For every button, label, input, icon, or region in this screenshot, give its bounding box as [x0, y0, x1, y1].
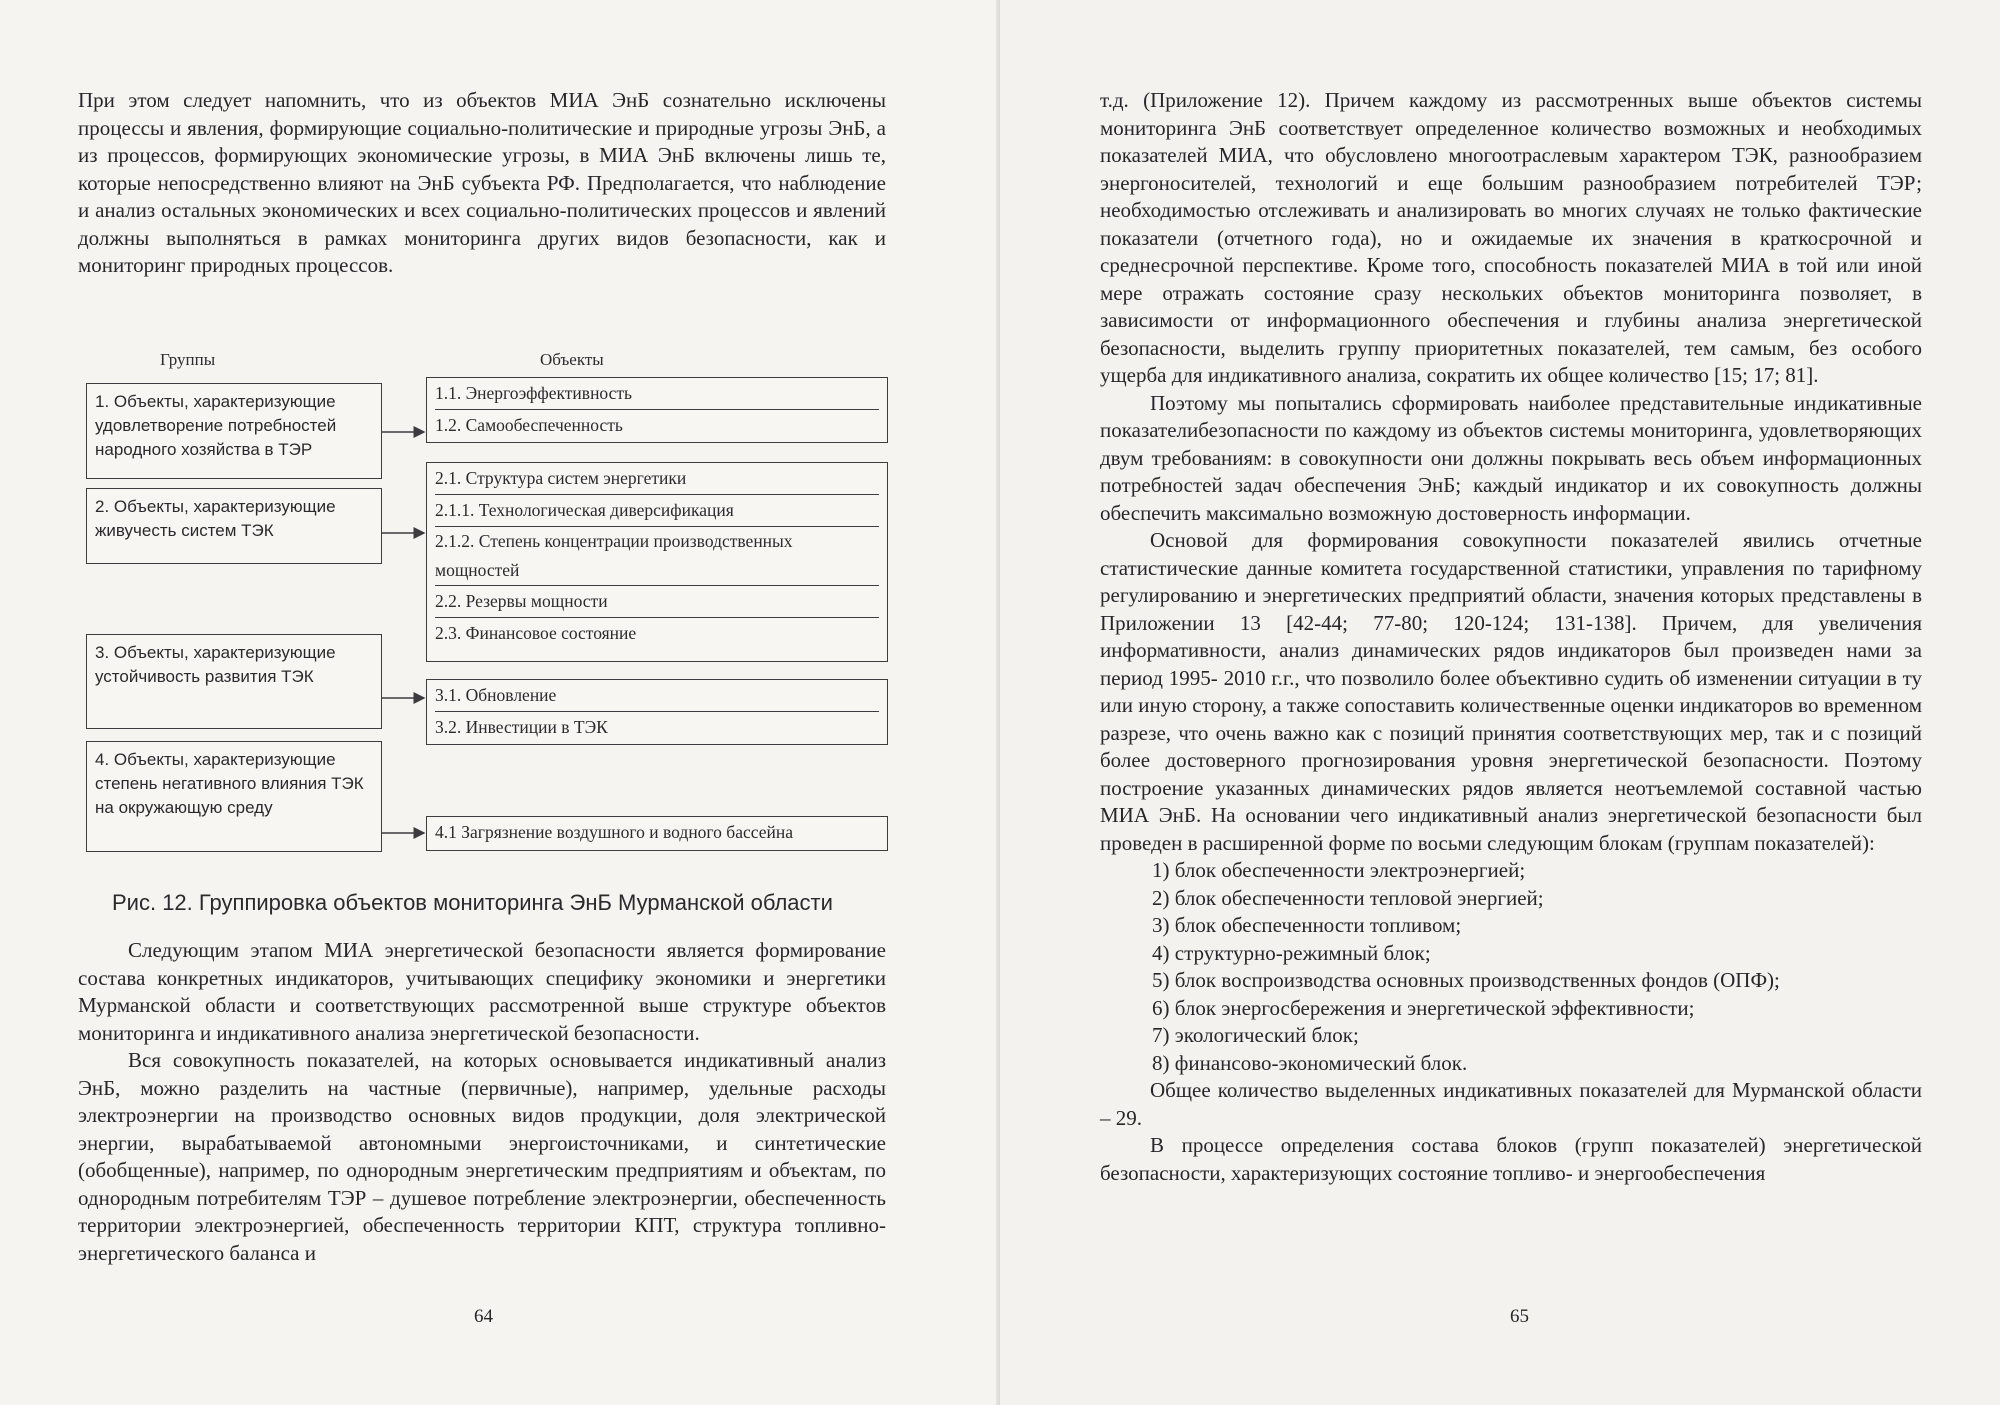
block-item: 7) экологический блок; [1152, 1023, 1359, 1047]
object-item: 2.1.1. Технологическая диверсификация [435, 495, 879, 527]
group-box-3: 3. Объекты, характеризующие устойчивость развития ТЭК [86, 634, 382, 729]
block-item: 3) блок обеспеченности топливом; [1152, 913, 1462, 937]
object-item: 4.1 Загрязнение воздушного и водного бассейна [435, 822, 793, 842]
block-item: 8) финансово-экономический блок. [1152, 1050, 1468, 1075]
object-item: 2.3. Финансовое состояние [435, 623, 637, 643]
object-item: 2.2. Резервы мощности [435, 586, 879, 618]
objects-box-4 [426, 816, 888, 851]
objects-box-1 [426, 377, 888, 443]
block-item: 2) блок обеспеченности тепловой энергией; [1152, 885, 1544, 910]
block-item: 5) блок воспроизводства основных производственных фондов (ОПФ); [1152, 968, 1780, 992]
right-page [1000, 0, 2000, 1405]
objects-heading: Объекты [540, 350, 604, 369]
object-item: 3.1. Обновление [435, 680, 879, 712]
left-body-text: Следующим этапом МИА энергетической безопасности является формирование состава конкретных индикаторов, учитывающих специфику экономики и энергетики Мурманской области и соответствующих рассмотренной выше структуре объектов мониторинга и индикативного анализа энергетической безопасности. Вся совокупность показателей, на которых основывается индикативный анализ ЭнБ, можно разделить на частные (первичные), например, удельные расходы электроэнергии на производство основных видов продукции, доля электрической энергии, вырабатываемой автономными энергоисточниками, и синтетические (обобщенные), например, по однородным энергетическим предприятиям и объектам, по однородным потребителям ТЭР – душевое потребление электроэнергии, обеспеченность территории электроэнергией, обеспеченность территории КПТ, структура топливно-энергетического баланса и [78, 938, 886, 1265]
block-item: 1) блок обеспеченности электроэнергией; [1152, 858, 1526, 882]
group-box-4: 4. Объекты, характеризующие степень негативного влияния ТЭК на окружающую среду [86, 741, 382, 852]
object-item: 2.1. Структура систем энергетики [435, 463, 879, 495]
object-item: 3.2. Инвестиции в ТЭК [435, 717, 608, 737]
object-item: 1.2. Самообеспеченность [435, 415, 623, 435]
block-item: 4) структурно-режимный блок; [1152, 940, 1431, 965]
objects-box-2 [426, 462, 888, 662]
groups-heading: Группы [160, 350, 216, 369]
block-item: 6) блок энергосбережения и энергетической эффективности; [1152, 995, 1695, 1020]
group-box-2: 2. Объекты, характеризующие живучесть систем ТЭК [86, 488, 382, 564]
objects-box-3 [426, 679, 888, 745]
right-body-text: т.д. (Приложение 12). Причем каждому из рассмотренных выше объектов системы мониторинга ЭнБ соответствует определенное количество возможных и необходимых показателей МИА, что обусловлено многоотраслевым характером ТЭК, разнообразием энергоносителей, технологий и еще большим разнообразием потребителей ТЭР; необходимостью отслеживать и анализировать во многих случаях не только фактические показатели (отчетного года), но и ожидаемые их значения в краткосрочной и среднесрочной перспективе. Кроме того, способность показателей МИА в той или иной мере отражать состояние сразу нескольких объектов мониторинга позволяет, в зависимости от информационного обеспечения и глубины анализа энергетической безопасности, выделить группу приоритетных показателей, тем самым, без особого ущерба для индикативного анализа, сократить их общее количество [15; 17; 81]. Поэтому мы попытались сформировать наиболее представительные индикативные показателибезопасности по каждому из объектов системы мониторинга, удовлетворяющих двум требованиям: в совокупности они должны покрывать весь объем информационных потребностей задач обеспечения ЭнБ; каждый индикатор и их совокупность должны обеспечить максимально возможную достоверность информации. Основой для формирования совокупности показателей явились отчетные статистические данные комитета государственной статистики, управления по тарифному регулированию и энергетических предприятий области, значения которых представлены в Приложении 13 [42-44; 77-80; 120-124; 131-138]. Причем, для увеличения информативности, анализ динамических рядов индикаторов был произведен нами за период 1995- 2010 г.г., что позволило более объективно судить об изменении ситуации в ту или иную сторону, а также сопоставить количественные оценки индикаторов во временном разрезе, что очень важно как с позиций принятия соответствующих мер, так и с позиций более достоверного прогнозирования уровня энергетической безопасности. Поэтому построение указанных динамических рядов является неотъемлемой составной частью МИА ЭнБ. На основании чего индикативный анализ энергетической безопасности был проведен в расширенной форме по восьми следующим блокам (группам показателей): 1) блок обеспеченности электроэнергией; 2) блок обеспеченности тепловой энергией; 3) блок обеспеченности топливом; 4) структурно-режимный блок; 5) блок воспроизводства основных производственных фондов (ОПФ); 6) блок энергосбережения и энергетической эффективности; 7) экологический блок; 8) финансово-экономический блок. Общее количество выделенных индикативных показателей для Мурманской области – 29. В процессе определения состава блоков (групп показателей) энергетической безопасности, характеризующих состояние топливо- и энергообеспечения [1100, 88, 1922, 1185]
left-intro-paragraph: При этом следует напомнить, что из объектов МИА ЭнБ сознательно исключены процессы и явления, формирующие социально-политические и природные угрозы ЭнБ, а из процессов, формирующих экономические угрозы, в МИА ЭнБ включены лишь те, которые непосредственно влияют на ЭнБ субъекта РФ. Предполагается, что наблюдение и анализ остальных экономических и всех социально-политических процессов и явлений должны выполняться в рамках мониторинга других видов безопасности, как и мониторинг природных процессов. [78, 88, 886, 277]
object-item: 2.1.2. Степень концентрации производственных мощностей [435, 527, 879, 586]
page-number-left: 64 [474, 1306, 493, 1327]
group-box-1: 1. Объекты, характеризующие удовлетворение потребностей народного хозяйства в ТЭР [86, 383, 382, 479]
object-item: 1.1. Энергоэффективность [435, 378, 879, 410]
page-number-right: 65 [1510, 1306, 1529, 1327]
figure-caption: Рис. 12. Группировка объектов мониторинга ЭнБ Мурманской области [112, 890, 833, 915]
